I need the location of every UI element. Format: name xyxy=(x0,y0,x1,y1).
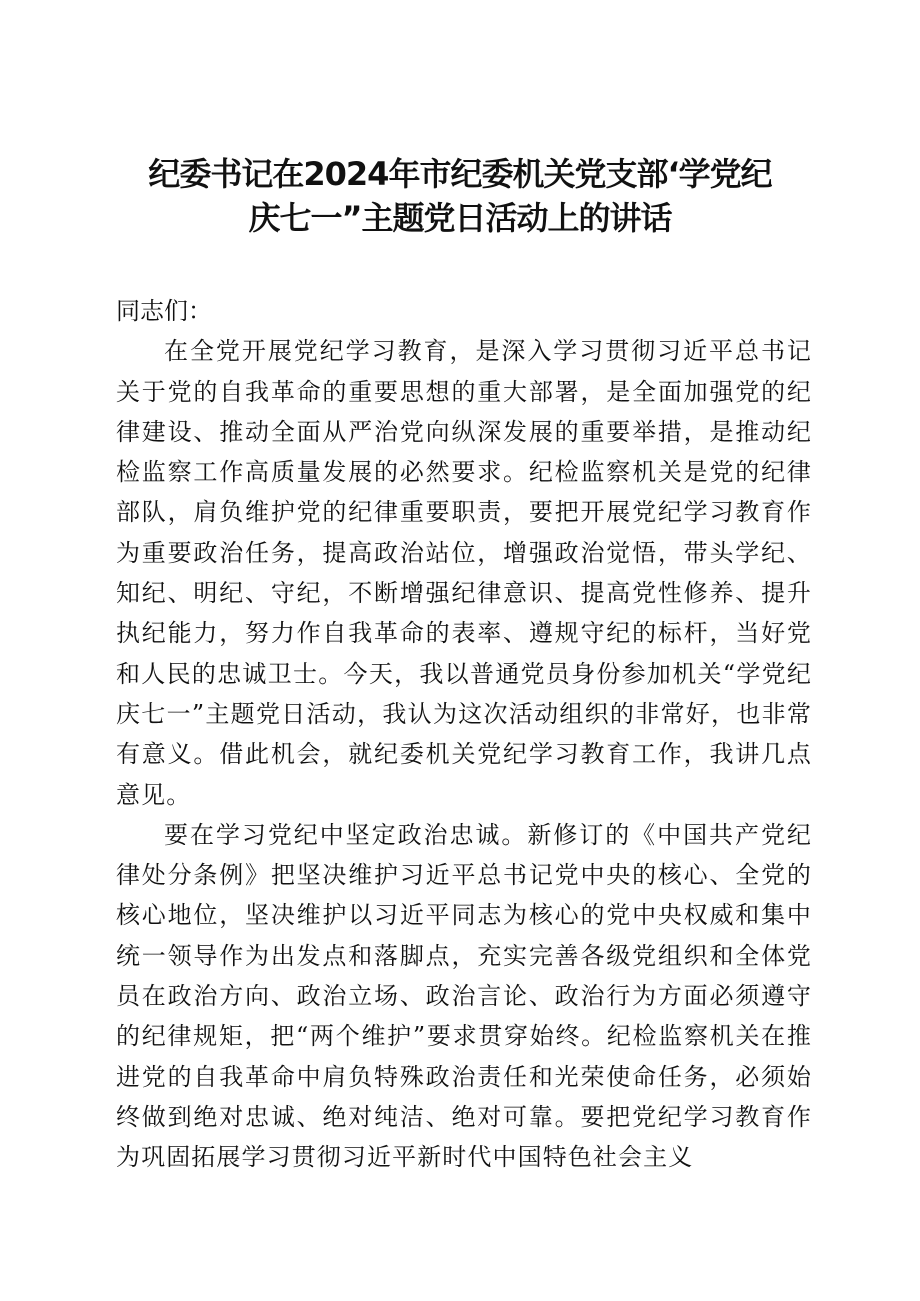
salutation: 同志们： xyxy=(116,297,212,325)
paragraph-1: 在全党开展党纪学习教育，是深入学习贯彻习近平总书记关于党的自我革命的重要思想的重大部署，是全面加强党的纪律建设、推动全面从严治党向纵深发展的重要举措，是推动纪检监察工作高质量发展的必然要求。纪检监察机关是党的纪律部队，肩负维护党的纪律重要职责，要把开展党纪学习教育作为重要政治任务，提高政治站位，增强政治觉悟，带头学纪、知纪、明纪、守纪，不断增强纪律意识、提高党性修养、提升执纪能力，努力作自我革命的表率、遵规守纪的标杆，当好党和人民的忠诚卫士。今天，我以普通党员身份参加机关“学党纪庆七一”主题党日活动，我认为这次活动组织的非常好，也非常有意义。借此机会，就纪委机关党纪学习教育工作，我讲几点意见。 xyxy=(116,337,812,809)
document-title xyxy=(100,152,820,240)
title-line-1: 纪委书记在2024年市纪委机关党支部‘学党纪 xyxy=(148,155,772,193)
document-body xyxy=(116,291,812,1178)
title-line-2: 庆七一”主题党日活动上的讲话 xyxy=(248,199,672,237)
paragraph-2: 要在学习党纪中坚定政治忠诚。新修订的《中国共产党纪律处分条例》把坚决维护习近平总书记党中央的核心、全党的核心地位，坚决维护以习近平同志为核心的党中央权威和集中统一领导作为出发点和落脚点，充实完善各级党组织和全体党员在政治方向、政治立场、政治言论、政治行为方面必须遵守的纪律规矩，把“两个维护”要求贯穿始终。纪检监察机关在推进党的自我革命中肩负特殊政治责任和光荣使命任务，必须始终做到绝对忠诚、绝对纯洁、绝对可靠。要把党纪学习教育作为巩固拓展学习贯彻习近平新时代中国特色社会主义 xyxy=(116,820,812,1172)
